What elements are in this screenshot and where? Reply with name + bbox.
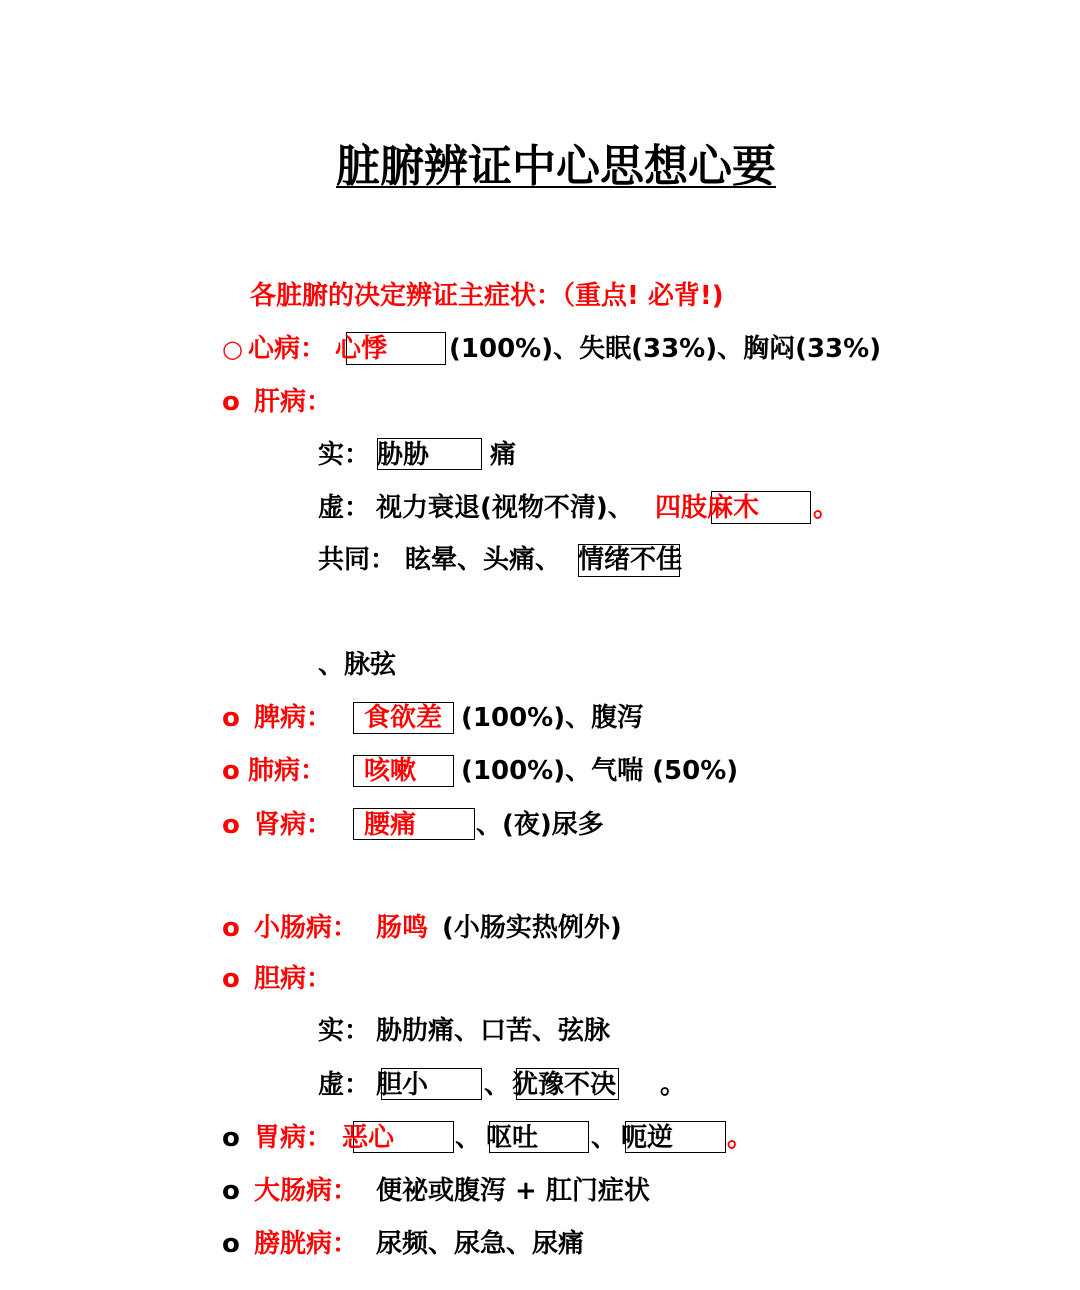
kidney-key: 腰痛: [364, 810, 417, 840]
bullet-large-intestine: o: [222, 1176, 240, 1206]
liver-deficiency-label: 虚：: [318, 493, 371, 523]
gallbladder-excess-text: 胁肋痛、口苦、弦脉: [376, 1016, 611, 1046]
stomach-sep-1: 、: [455, 1123, 482, 1153]
stomach-label: 胃病：: [254, 1123, 333, 1153]
large-intestine-label: 大肠病：: [254, 1176, 359, 1206]
spleen-label: 脾病：: [254, 703, 333, 733]
gallbladder-key2: 犹豫不决: [512, 1070, 617, 1100]
kidney-label: 肾病：: [254, 810, 333, 840]
small-intestine-rest: (小肠实热例外): [442, 913, 622, 943]
large-intestine-rest: 便祕或腹泻 + 肛门症状: [376, 1176, 650, 1206]
bladder-label: 膀胱病：: [254, 1229, 359, 1259]
heart-label: 心病：: [248, 334, 327, 364]
spleen-rest: (100%)、腹泻: [461, 703, 644, 733]
liver-excess-label: 实：: [318, 440, 371, 470]
gallbladder-end: 。: [660, 1070, 687, 1100]
lung-rest: (100%)、气喘 (50%): [461, 756, 739, 786]
small-intestine-label: 小肠病：: [254, 913, 359, 943]
bullet-spleen: o: [222, 703, 240, 733]
bullet-heart: ○: [222, 335, 243, 363]
liver-deficiency-red: 四肢麻木: [655, 493, 760, 523]
gallbladder-sep: 、: [484, 1070, 511, 1100]
gallbladder-label: 胆病：: [254, 964, 333, 994]
bullet-small-intestine: o: [222, 913, 240, 943]
section-heading: 各脏腑的决定辨证主症状：（重点! 必背!): [250, 281, 724, 311]
stomach-sep-2: 、: [591, 1123, 618, 1153]
lung-key: 咳嗽: [364, 756, 417, 786]
liver-label: 肝病：: [254, 387, 333, 417]
stomach-key3: 呃逆: [621, 1123, 674, 1153]
stomach-key1: 恶心: [342, 1123, 395, 1153]
spleen-key: 食欲差: [364, 703, 443, 733]
liver-common-label: 共同：: [318, 545, 397, 575]
liver-common-cont: 、脉弦: [318, 650, 397, 680]
liver-common-key: 情绪不佳: [578, 545, 683, 575]
bullet-stomach: o: [222, 1123, 240, 1153]
liver-common-text: 眩晕、头痛、: [405, 545, 562, 575]
bullet-bladder: o: [222, 1229, 240, 1259]
small-intestine-key: 肠鸣: [376, 913, 429, 943]
stomach-end: 。: [727, 1123, 754, 1153]
gallbladder-deficiency-label: 虚：: [318, 1070, 371, 1100]
bullet-gallbladder: o: [222, 964, 240, 994]
lung-label: 肺病：: [248, 756, 327, 786]
liver-excess-key: 胁胁: [377, 440, 430, 470]
gallbladder-excess-label: 实：: [318, 1016, 371, 1046]
liver-excess-rest: 痛: [490, 440, 517, 470]
heart-rest: (100%)、失眠(33%)、胸闷(33%): [449, 334, 882, 364]
stomach-key2: 呕吐: [486, 1123, 539, 1153]
liver-deficiency-end: 。: [813, 493, 840, 523]
gallbladder-key1: 胆小: [376, 1070, 429, 1100]
bullet-liver: o: [222, 387, 240, 417]
liver-deficiency-text: 视力衰退(视物不清)、: [376, 493, 634, 523]
bullet-kidney: o: [222, 810, 240, 840]
bladder-rest: 尿频、尿急、尿痛: [376, 1229, 585, 1259]
page-title: 脏腑辨证中心思想心要: [336, 141, 776, 192]
heart-key: 心悸: [335, 334, 388, 364]
kidney-rest: 、(夜)尿多: [476, 810, 604, 840]
bullet-lung: o: [222, 756, 240, 786]
